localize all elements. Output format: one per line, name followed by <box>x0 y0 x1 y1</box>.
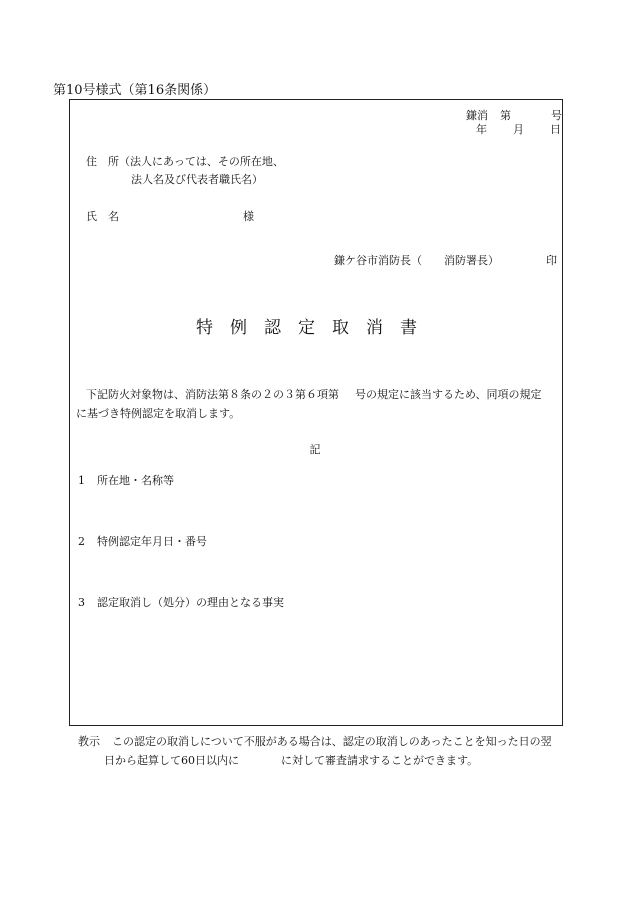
notice-line-1 <box>78 733 552 749</box>
date-line <box>476 121 561 137</box>
name-label: 氏 名 <box>86 210 119 223</box>
address-note-1: （法人にあっては、その所在地、 <box>119 155 284 168</box>
issuer-name-close: 消防署長） <box>444 254 499 267</box>
reference-go: 号 <box>551 109 562 122</box>
list-item <box>78 533 207 549</box>
issuer-line <box>334 252 499 268</box>
document-title: 特例認定取消書 <box>196 318 434 338</box>
honorific: 様 <box>243 210 254 223</box>
form-number-label: 第10号様式（第16条関係） <box>53 83 217 98</box>
notice-text-2a: 日から起算して60日以内に <box>104 754 239 767</box>
issuer-name-open: 鎌ケ谷市消防長（ <box>334 254 422 267</box>
item-label: 認定取消し（処分）の理由となる事実 <box>97 596 284 609</box>
address-line <box>86 153 284 169</box>
item-number: 3 <box>78 596 85 609</box>
list-item <box>78 594 284 610</box>
item-label: 所在地・名称等 <box>97 474 174 487</box>
ki-heading: 記 <box>309 443 321 456</box>
date-month: 月 <box>513 123 524 136</box>
date-day: 日 <box>550 123 561 136</box>
reference-prefix: 鎌消 <box>466 109 488 122</box>
item-label: 特例認定年月日・番号 <box>97 535 207 548</box>
body-line-1 <box>86 386 542 402</box>
notice-label: 教示 <box>78 735 100 748</box>
notice-text-2b: に対して審査請求することができます。 <box>281 754 479 767</box>
notice-line-2 <box>104 752 478 768</box>
item-number: 1 <box>78 474 85 487</box>
body-line-1-b: 号の規定に該当するため、同項の規定 <box>355 388 542 401</box>
reference-dai: 第 <box>500 109 511 122</box>
address-note-2: 法人名及び代表者職氏名） <box>131 173 263 186</box>
item-number: 2 <box>78 535 85 548</box>
body-line-1-a: 下記防火対象物は、消防法第８条の２の３第６項第 <box>86 388 339 401</box>
date-year: 年 <box>476 123 487 136</box>
name-line <box>86 208 254 224</box>
notice-text-1: この認定の取消しについて不服がある場合は、認定の取消しのあったことを知った日の翌 <box>112 735 552 748</box>
seal-mark: 印 <box>546 254 557 267</box>
list-item <box>78 472 174 488</box>
address-label: 住 所 <box>86 155 119 168</box>
body-line-2: に基づき特例認定を取消します。 <box>76 407 241 420</box>
